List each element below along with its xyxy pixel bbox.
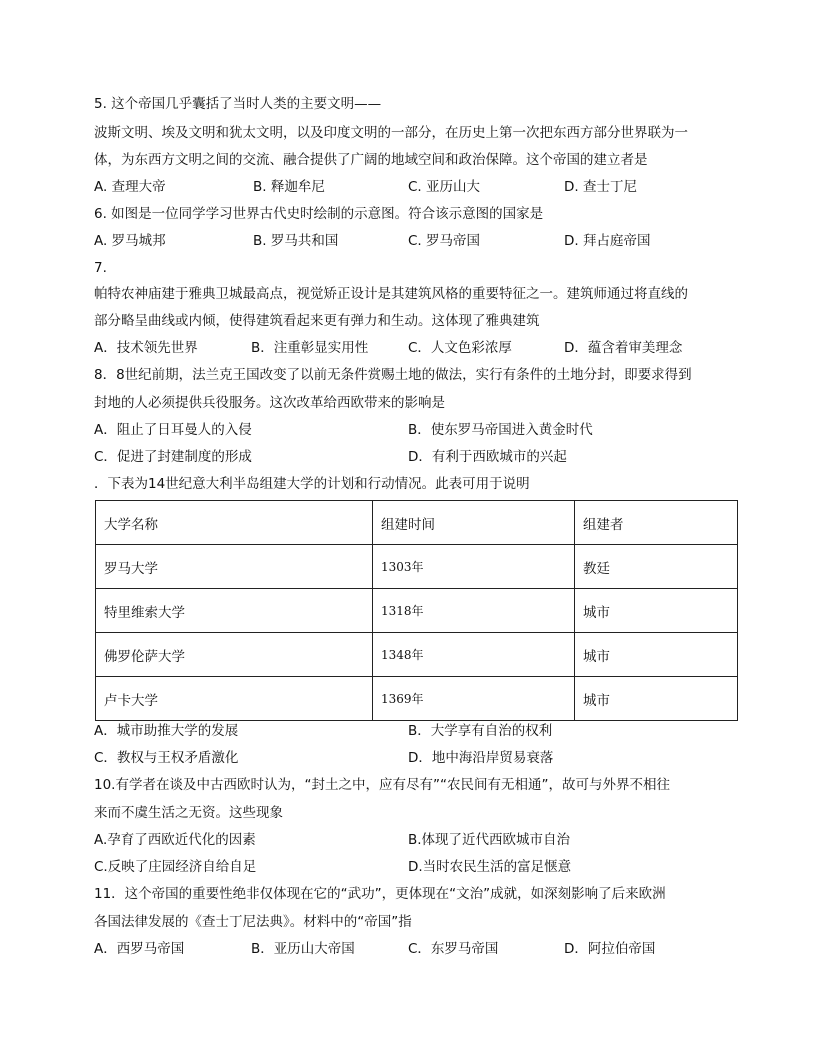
table-row bbox=[96, 589, 738, 633]
q7-option-a: A．技术领先世界 bbox=[94, 340, 198, 356]
q5-stem-line3: 体，为东西方文明之间的交流、融合提供了广阔的地域空间和政治保障。这个帝国的建立者是 bbox=[94, 152, 648, 168]
q6-stem: 6. 如图是一位同学学习世界古代史时绘制的示意图。符合该示意图的国家是 bbox=[94, 206, 544, 222]
q11-option-a: A．西罗马帝国 bbox=[94, 941, 185, 957]
cell-university: 卢卡大学 bbox=[96, 677, 373, 721]
table-row bbox=[96, 677, 738, 721]
cell-founder: 教廷 bbox=[575, 545, 738, 589]
q8-option-d: D．有利于西欧城市的兴起 bbox=[408, 449, 567, 465]
q10-option-c: C.反映了庄园经济自给自足 bbox=[94, 859, 257, 875]
q11-stem-line2: 各国法律发展的《查士丁尼法典》。材料中的“帝国”指 bbox=[94, 914, 412, 930]
q6-option-c: C. 罗马帝国 bbox=[408, 233, 481, 249]
q9-option-d: D．地中海沿岸贸易衰落 bbox=[408, 750, 554, 766]
cell-university: 罗马大学 bbox=[96, 545, 373, 589]
q6-option-d: D. 拜占庭帝国 bbox=[564, 233, 651, 249]
q8-stem-line1: 8．8世纪前期，法兰克王国改变了以前无条件赏赐土地的做法，实行有条件的土地分封，即要求得到 bbox=[94, 367, 692, 383]
cell-year: 1303年 bbox=[373, 545, 575, 589]
q7-stem-line2: 部分略呈曲线或内倾，使得建筑看起来更有弹力和生动。这体现了雅典建筑 bbox=[94, 313, 540, 329]
q10-stem-line1: 10.有学者在谈及中古西欧时认为，“封土之中，应有尽有”“农民间有无相通”，故可与外界不相往 bbox=[94, 777, 670, 793]
q5-option-d: D. 查士丁尼 bbox=[564, 179, 637, 195]
q11-option-b: B．亚历山大帝国 bbox=[251, 941, 355, 957]
q5-option-a: A. 查理大帝 bbox=[94, 179, 166, 195]
q10-stem-line2: 来而不虞生活之无资。这些现象 bbox=[94, 805, 283, 821]
q6-option-a: A. 罗马城邦 bbox=[94, 233, 166, 249]
q11-option-c: C．东罗马帝国 bbox=[408, 941, 499, 957]
cell-founder: 城市 bbox=[575, 677, 738, 721]
cell-founder: 城市 bbox=[575, 589, 738, 633]
table-row bbox=[96, 633, 738, 677]
q9-option-b: B．大学享有自治的权利 bbox=[408, 723, 553, 739]
q8-option-c: C．促进了封建制度的形成 bbox=[94, 449, 252, 465]
q7-option-d: D．蕴含着审美理念 bbox=[564, 340, 683, 356]
q9-option-c: C．教权与王权矛盾激化 bbox=[94, 750, 239, 766]
cell-university: 特里维索大学 bbox=[96, 589, 373, 633]
q7-stem-line1: 帕特农神庙建于雅典卫城最高点，视觉矫正设计是其建筑风格的重要特征之一。建筑师通过将直线的 bbox=[94, 286, 688, 302]
q11-stem-line1: 11．这个帝国的重要性绝非仅体现在它的“武功”，更体现在“文治”成就，如深刻影响了后来欧洲 bbox=[94, 886, 666, 902]
cell-founder: 城市 bbox=[575, 633, 738, 677]
q9-stem: ．下表为14世纪意大利半岛组建大学的计划和行动情况。此表可用于说明 bbox=[94, 476, 530, 492]
cell-university: 佛罗伦萨大学 bbox=[96, 633, 373, 677]
q9-option-a: A．城市助推大学的发展 bbox=[94, 723, 239, 739]
universities-table bbox=[95, 500, 738, 721]
cell-year: 1348年 bbox=[373, 633, 575, 677]
q7-option-b: B．注重彰显实用性 bbox=[251, 340, 369, 356]
q5-stem-line1: 5. 这个帝国几乎囊括了当时人类的主要文明—— bbox=[94, 96, 382, 112]
q8-option-a: A．阻止了日耳曼人的入侵 bbox=[94, 422, 252, 438]
table-row bbox=[96, 545, 738, 589]
q8-option-b: B．使东罗马帝国进入黄金时代 bbox=[408, 422, 593, 438]
header-cell-name: 大学名称 bbox=[96, 501, 373, 545]
q5-option-b: B. 释迦牟尼 bbox=[253, 179, 325, 195]
header-cell-time: 组建时间 bbox=[373, 501, 575, 545]
q5-stem-line2: 波斯文明、埃及文明和犹太文明，以及印度文明的一部分，在历史上第一次把东西方部分世界联为一 bbox=[94, 125, 688, 141]
table-header-row bbox=[96, 501, 738, 545]
q5-option-c: C. 亚历山大 bbox=[408, 179, 481, 195]
q10-option-d: D.当时农民生活的富足惬意 bbox=[408, 859, 572, 875]
q10-option-b: B.体现了近代西欧城市自治 bbox=[408, 832, 571, 848]
cell-year: 1318年 bbox=[373, 589, 575, 633]
q8-stem-line2: 封地的人必须提供兵役服务。这次改革给西欧带来的影响是 bbox=[94, 395, 445, 411]
q7-option-c: C．人文色彩浓厚 bbox=[408, 340, 512, 356]
q11-option-d: D．阿拉伯帝国 bbox=[564, 941, 656, 957]
q10-option-a: A.孕育了西欧近代化的因素 bbox=[94, 832, 256, 848]
q7-number: 7. bbox=[94, 260, 107, 276]
header-cell-founder: 组建者 bbox=[575, 501, 738, 545]
q6-option-b: B. 罗马共和国 bbox=[253, 233, 339, 249]
cell-year: 1369年 bbox=[373, 677, 575, 721]
